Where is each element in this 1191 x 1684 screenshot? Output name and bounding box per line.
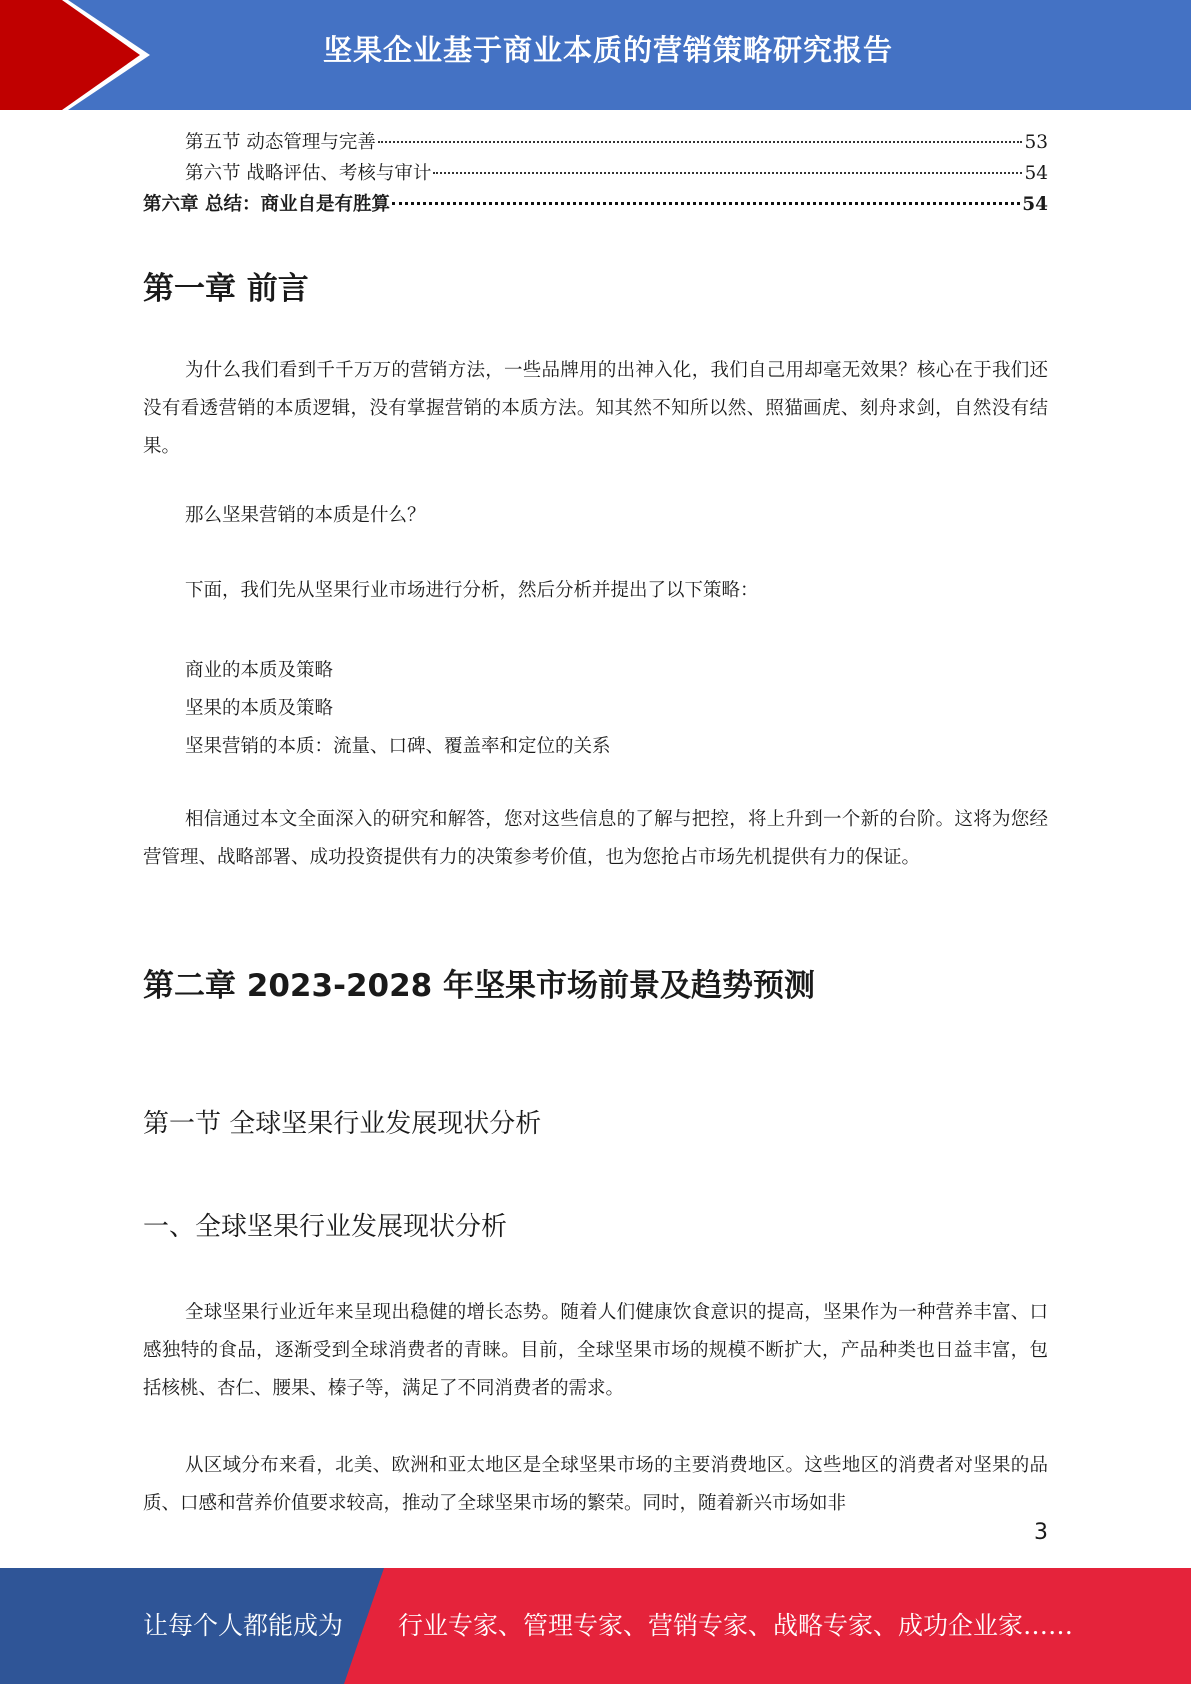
toc-entry-page: 53 — [1024, 132, 1048, 153]
chapter-2-paragraph-2: 从区域分布来看，北美、欧洲和亚太地区是全球坚果市场的主要消费地区。这些地区的消费者对坚果的品质、口感和营养价值要求较高，推动了全球坚果市场的繁荣。同时，随着新兴市场如非 — [143, 1455, 1048, 1514]
toc-leader-dots — [392, 202, 1020, 205]
chapter-1-paragraph-4: 相信通过本文全面深入的研究和解答，您对这些信息的了解与把控，将上升到一个新的台阶。这将为您经营管理、战略部署、成功投资提供有力的决策参考价值，也为您抢占市场先机提供有力的保证。 — [143, 809, 1048, 868]
chapter-2-heading: 第二章 2023-2028 年坚果市场前景及趋势预测 — [143, 968, 816, 1004]
chapter-1-heading: 第一章 前言 — [143, 271, 309, 307]
chapter-1-paragraph-1: 为什么我们看到千千万万的营销方法，一些品牌用的出神入化，我们自己用却毫无效果？核心在于我们还没有看透营销的本质逻辑，没有掌握营销的本质方法。知其然不知所以然、照猫画虎、刻舟求剑，自然没有结果。 — [143, 360, 1048, 457]
section-1-heading: 第一节 全球坚果行业发展现状分析 — [143, 1109, 542, 1139]
toc-leader-dots — [378, 141, 1023, 143]
toc-entry[interactable] — [143, 128, 1048, 159]
chapter-1-paragraph-2: 那么坚果营销的本质是什么？ — [185, 505, 426, 526]
page-number: 3 — [1034, 1520, 1048, 1545]
toc-entry[interactable] — [143, 159, 1048, 190]
page-footer — [0, 1568, 1191, 1684]
report-title: 坚果企业基于商业本质的营销策略研究报告 — [322, 33, 893, 67]
footer-slogan-left: 让每个人都能成为 — [143, 1611, 344, 1640]
strategy-list-item: 商业的本质及策略 — [185, 660, 334, 681]
chapter-1-paragraph-3: 下面，我们先从坚果行业市场进行分析，然后分析并提出了以下策略： — [185, 580, 759, 601]
toc-entry-chapter[interactable] — [143, 190, 1048, 221]
toc-entry-title: 第五节 动态管理与完善 — [185, 132, 376, 153]
footer-slogan-right: 行业专家、管理专家、营销专家、战略专家、成功企业家…… — [398, 1611, 1074, 1640]
strategy-list-item: 坚果的本质及策略 — [185, 698, 334, 719]
toc-leader-dots — [433, 172, 1022, 174]
page-header — [0, 0, 1191, 110]
toc-entry-page: 54 — [1024, 163, 1048, 184]
toc-entry-title: 第六章 总结：商业自是有胜算 — [143, 194, 390, 215]
strategy-list-item: 坚果营销的本质：流量、口碑、覆盖率和定位的关系 — [185, 736, 611, 757]
subsection-1-heading: 一、全球坚果行业发展现状分析 — [143, 1212, 508, 1242]
toc-entry-title: 第六节 战略评估、考核与审计 — [185, 163, 432, 184]
table-of-contents — [143, 128, 1048, 221]
chapter-2-paragraph-1: 全球坚果行业近年来呈现出稳健的增长态势。随着人们健康饮食意识的提高，坚果作为一种营养丰富、口感独特的食品，逐渐受到全球消费者的青睐。目前，全球坚果市场的规模不断扩大，产品种类也日益丰富，包括核桃、杏仁、腰果、榛子等，满足了不同消费者的需求。 — [143, 1302, 1048, 1399]
toc-entry-page: 54 — [1022, 194, 1048, 215]
